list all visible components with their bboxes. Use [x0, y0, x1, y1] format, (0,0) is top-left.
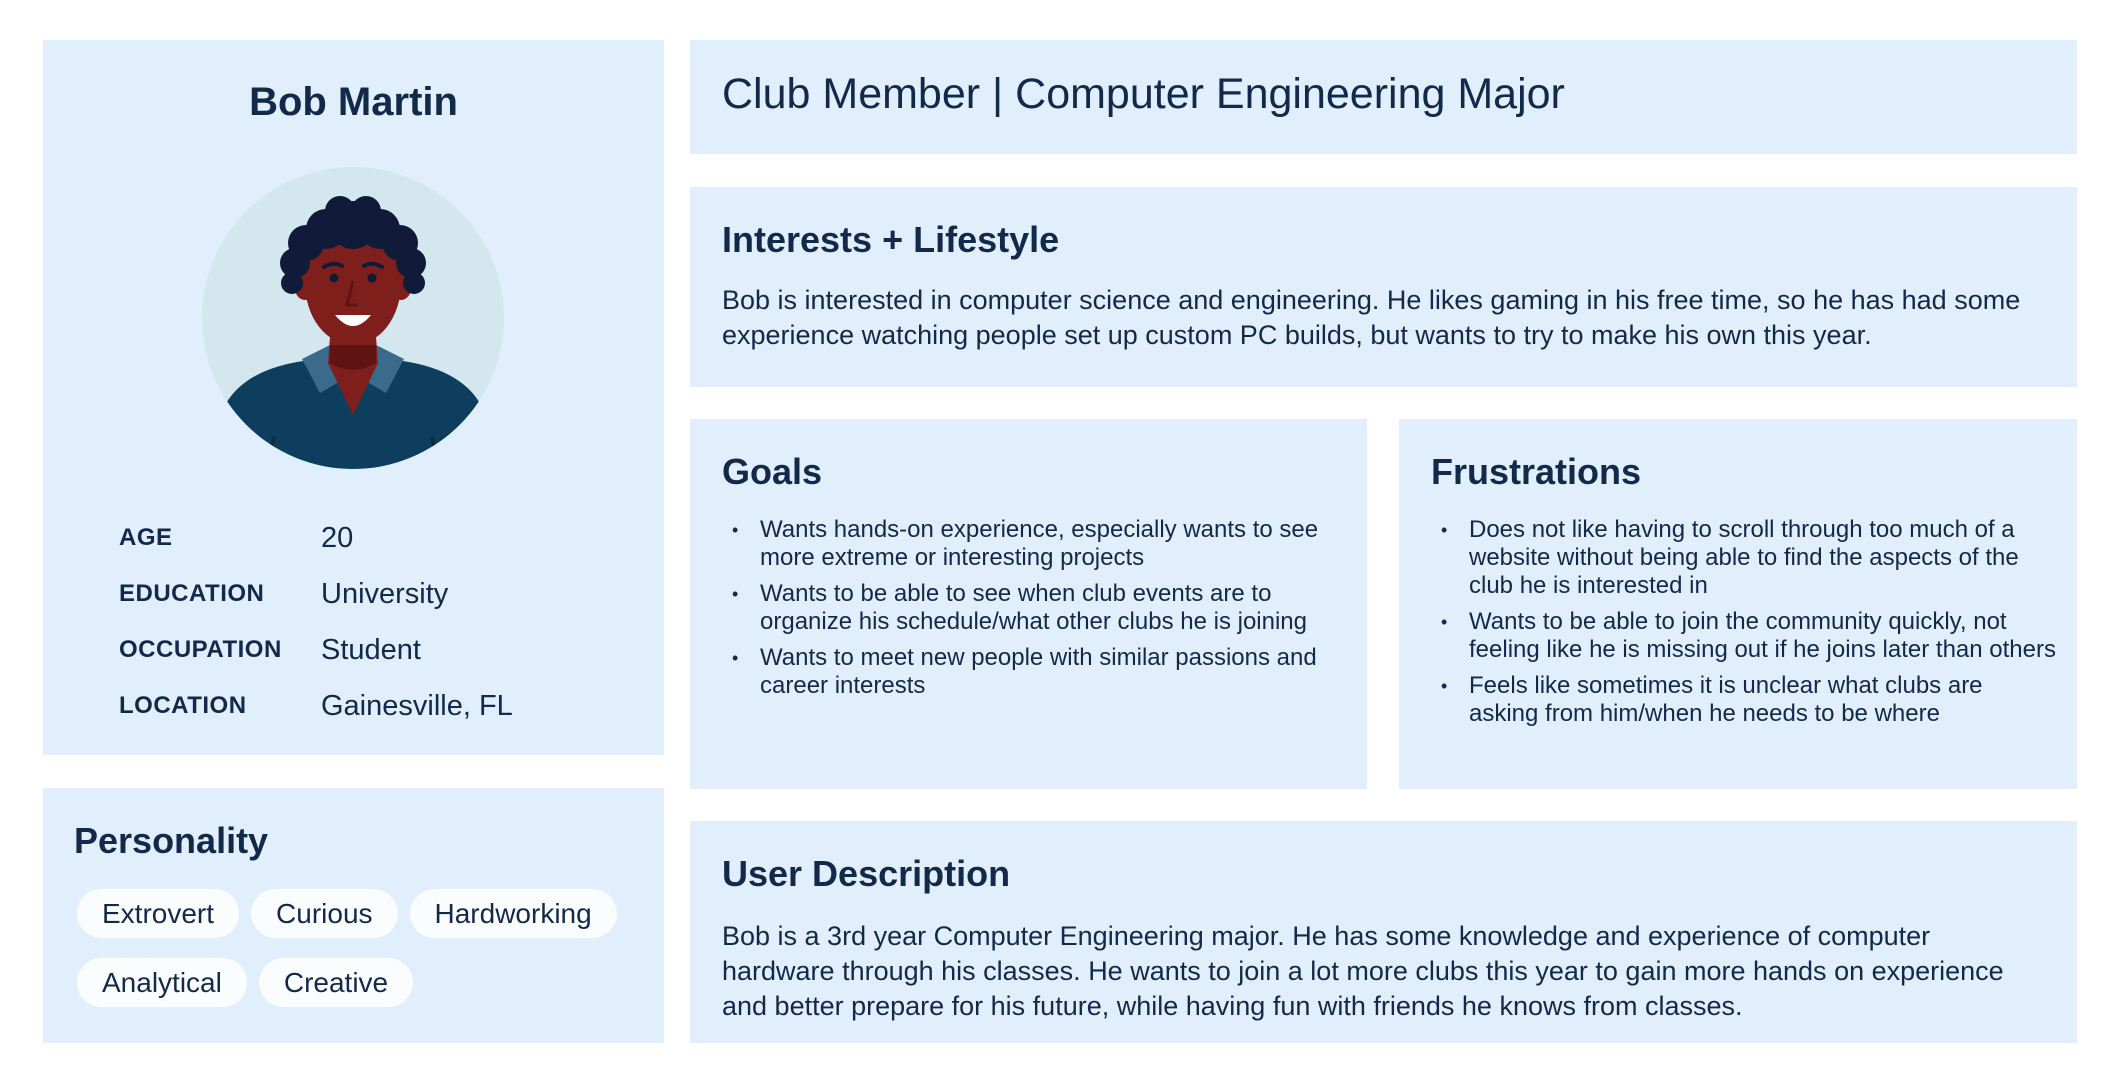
role-card [690, 40, 2077, 154]
fact-label: LOCATION [119, 692, 247, 719]
fact-label: EDUCATION [119, 580, 265, 607]
goals-title: Goals [722, 451, 823, 492]
interests-body: Bob is interested in computer science and engineering. He likes gaming in his free time, so he has had some experience watching people set up custom PC builds, but wants to try to make his own this year. [722, 285, 2021, 350]
trait-tags [77, 889, 647, 1007]
profile-card [43, 40, 664, 755]
fact-label: AGE [119, 524, 173, 551]
interests-title: Interests + Lifestyle [722, 219, 1060, 260]
frustration-item: • Does not like having to scroll through too much of a website without being able to find the aspects of the club he is interested in [1435, 516, 2057, 600]
frustrations-list [1435, 516, 2057, 736]
frustration-item: • Feels like sometimes it is unclear what clubs are asking from him/when he needs to be where [1435, 672, 2057, 728]
fact-value: Student [321, 633, 421, 666]
fact-row-location [119, 678, 639, 734]
goals-card [690, 419, 1367, 789]
trait-tag: Analytical [77, 958, 247, 1007]
frustration-item: • Wants to be able to join the community quickly, not feeling like he is missing out if he joins later than others [1435, 608, 2057, 664]
goal-item: • Wants to meet new people with similar passions and career interests [726, 644, 1347, 700]
fact-value: University [321, 577, 449, 610]
role-title: Club Member | Computer Engineering Major [722, 70, 1565, 118]
frustrations-title: Frustrations [1431, 451, 1642, 492]
goal-item: • Wants to be able to see when club events are to organize his schedule/what other clubs he is joining [726, 580, 1347, 636]
personality-title: Personality [74, 820, 269, 861]
trait-tag: Creative [259, 958, 413, 1007]
interests-card [690, 187, 2077, 387]
fact-list [119, 510, 639, 734]
fact-row-occupation [119, 622, 639, 678]
persona-name: Bob Martin [249, 80, 458, 124]
frustrations-card [1399, 419, 2077, 789]
personality-card [43, 788, 664, 1043]
user-description-card [690, 821, 2077, 1043]
trait-tag: Curious [251, 889, 397, 938]
fact-value: Gainesville, FL [321, 689, 513, 722]
fact-row-education [119, 566, 639, 622]
goals-list [726, 516, 1347, 708]
fact-value: 20 [321, 521, 354, 554]
trait-tag: Extrovert [77, 889, 239, 938]
user-description-title: User Description [722, 853, 1011, 894]
fact-row-age [119, 510, 639, 566]
user-description-body: Bob is a 3rd year Computer Engineering major. He has some knowledge and experience of computer hardware through his classes. He wants to join a lot more clubs this year to gain more hands on experience and better prepare for his future, while having fun with friends he knows from classes. [722, 921, 2004, 1021]
goal-item: • Wants hands-on experience, especially wants to see more extreme or interesting projects [726, 516, 1347, 572]
trait-tag: Hardworking [410, 889, 617, 938]
fact-label: OCCUPATION [119, 636, 282, 663]
avatar [202, 167, 504, 469]
